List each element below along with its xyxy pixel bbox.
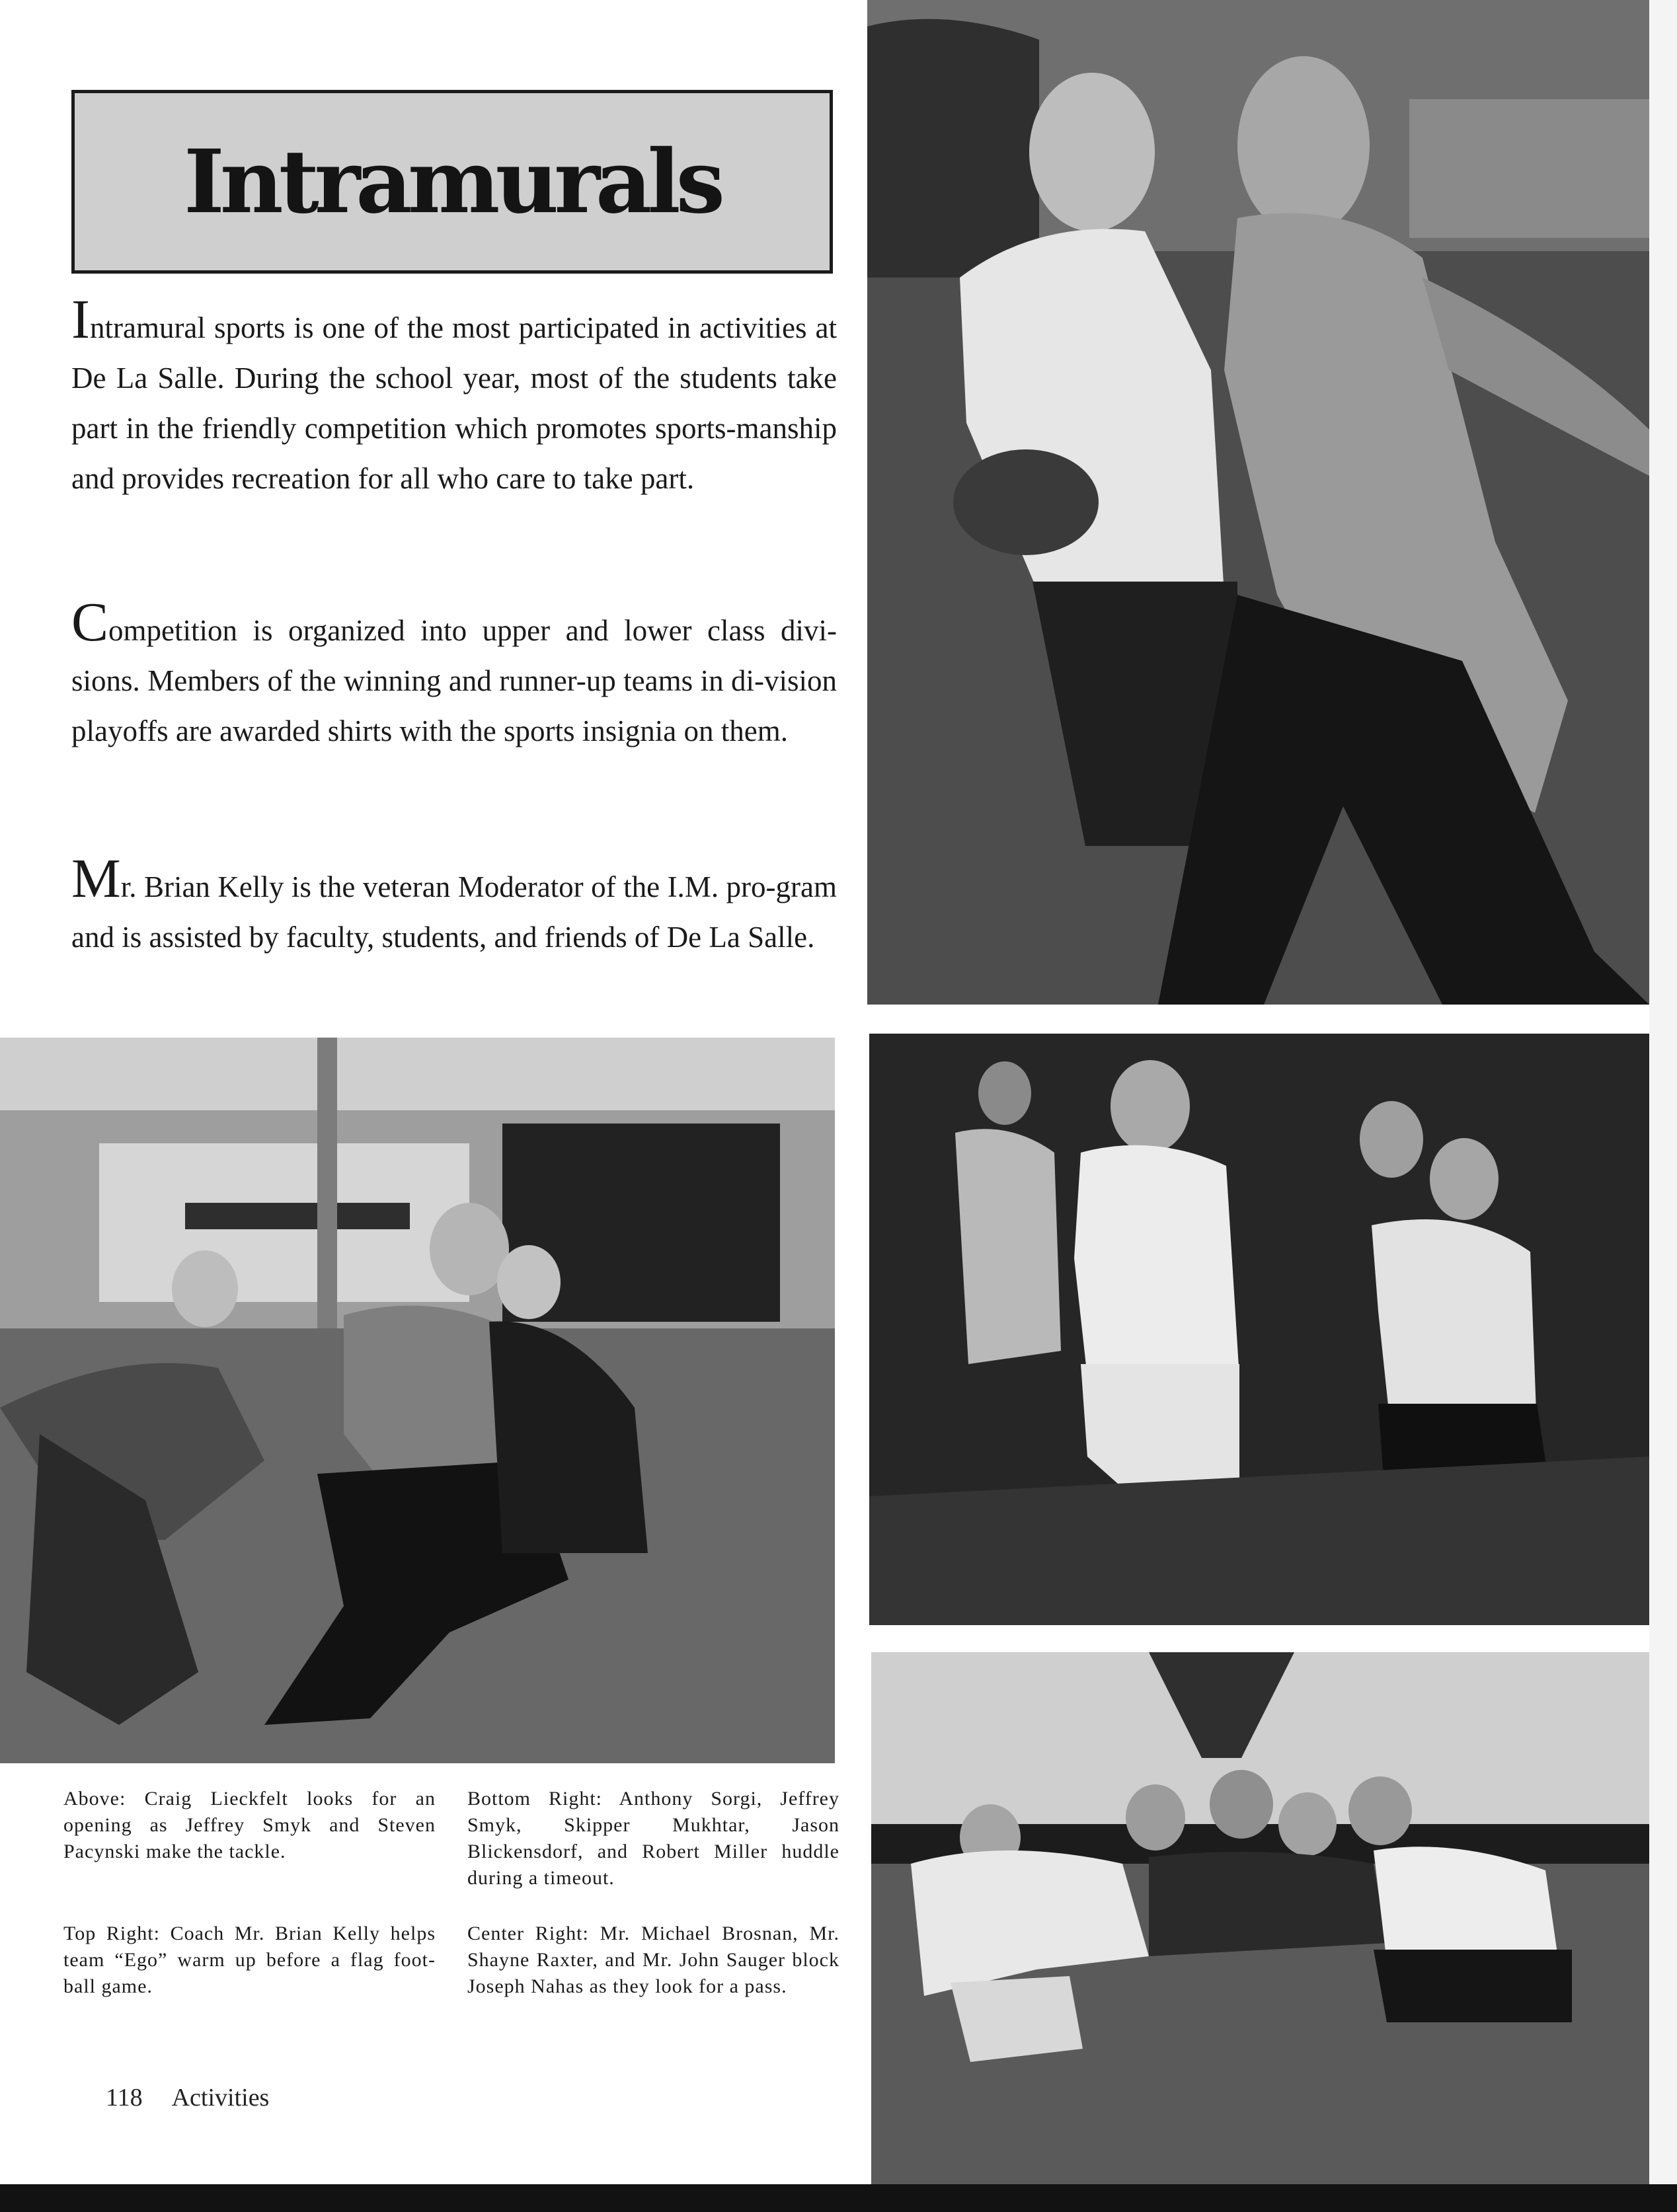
caption-center-right: Center Right: Mr. Michael Brosnan, Mr. Shayne Raxter, and Mr. John Sauger block Joseph Nahas as they look for a pass. bbox=[467, 1923, 839, 1997]
caption-bottom-right: Bottom Right: Anthony Sorgi, Jeffrey Smyk, Skipper Mukhtar, Jason Blickensdorf, and Robert Miller huddle during a timeout. bbox=[467, 1788, 839, 1889]
page-title: Intramurals bbox=[184, 130, 721, 233]
photo-faculty-basketball bbox=[869, 1034, 1649, 1625]
paragraph-text: r. Brian Kelly is the veteran Moderator of the I.M. pro-gram and is assisted by faculty, students, and friends of De La Salle. bbox=[71, 870, 837, 954]
drop-cap: C bbox=[71, 591, 109, 653]
paragraph-competition bbox=[71, 591, 837, 756]
caption-above: Above: Craig Lieckfelt looks for an opening as Jeffrey Smyk and Steven Pacynski make the tackle. bbox=[63, 1788, 436, 1862]
drop-cap: I bbox=[71, 289, 90, 350]
title-box bbox=[71, 90, 833, 274]
paragraph-text: ompetition is organized into upper and lower class divi-sions. Members of the winning and runner-up teams in di-vision playoffs are awarded shirts with the sports insignia on them. bbox=[71, 614, 837, 747]
drop-cap: M bbox=[71, 848, 121, 909]
paragraph-text: ntramural sports is one of the most participated in activities at De La Salle. During the school year, most of the students take part in the friendly competition which promotes sports-manship and provides recreation for all who care to take part. bbox=[71, 311, 837, 495]
section-name: Activities bbox=[171, 2084, 270, 2112]
page-folio bbox=[106, 2083, 269, 2112]
paragraph-moderator bbox=[71, 848, 837, 962]
paragraph-intro bbox=[71, 289, 837, 504]
captions bbox=[63, 1786, 839, 2029]
photo-flag-football-tackle bbox=[0, 1038, 835, 1763]
photo-team-huddle bbox=[871, 1652, 1649, 2184]
scan-border bbox=[0, 2184, 1677, 2212]
caption-top-right: Top Right: Coach Mr. Brian Kelly helps team “Ego” warm up before a flag foot-ball game. bbox=[63, 1923, 436, 1997]
photo-coach-flag-football bbox=[867, 0, 1649, 1005]
page-number: 118 bbox=[106, 2084, 143, 2112]
page-edge bbox=[1649, 0, 1677, 2184]
